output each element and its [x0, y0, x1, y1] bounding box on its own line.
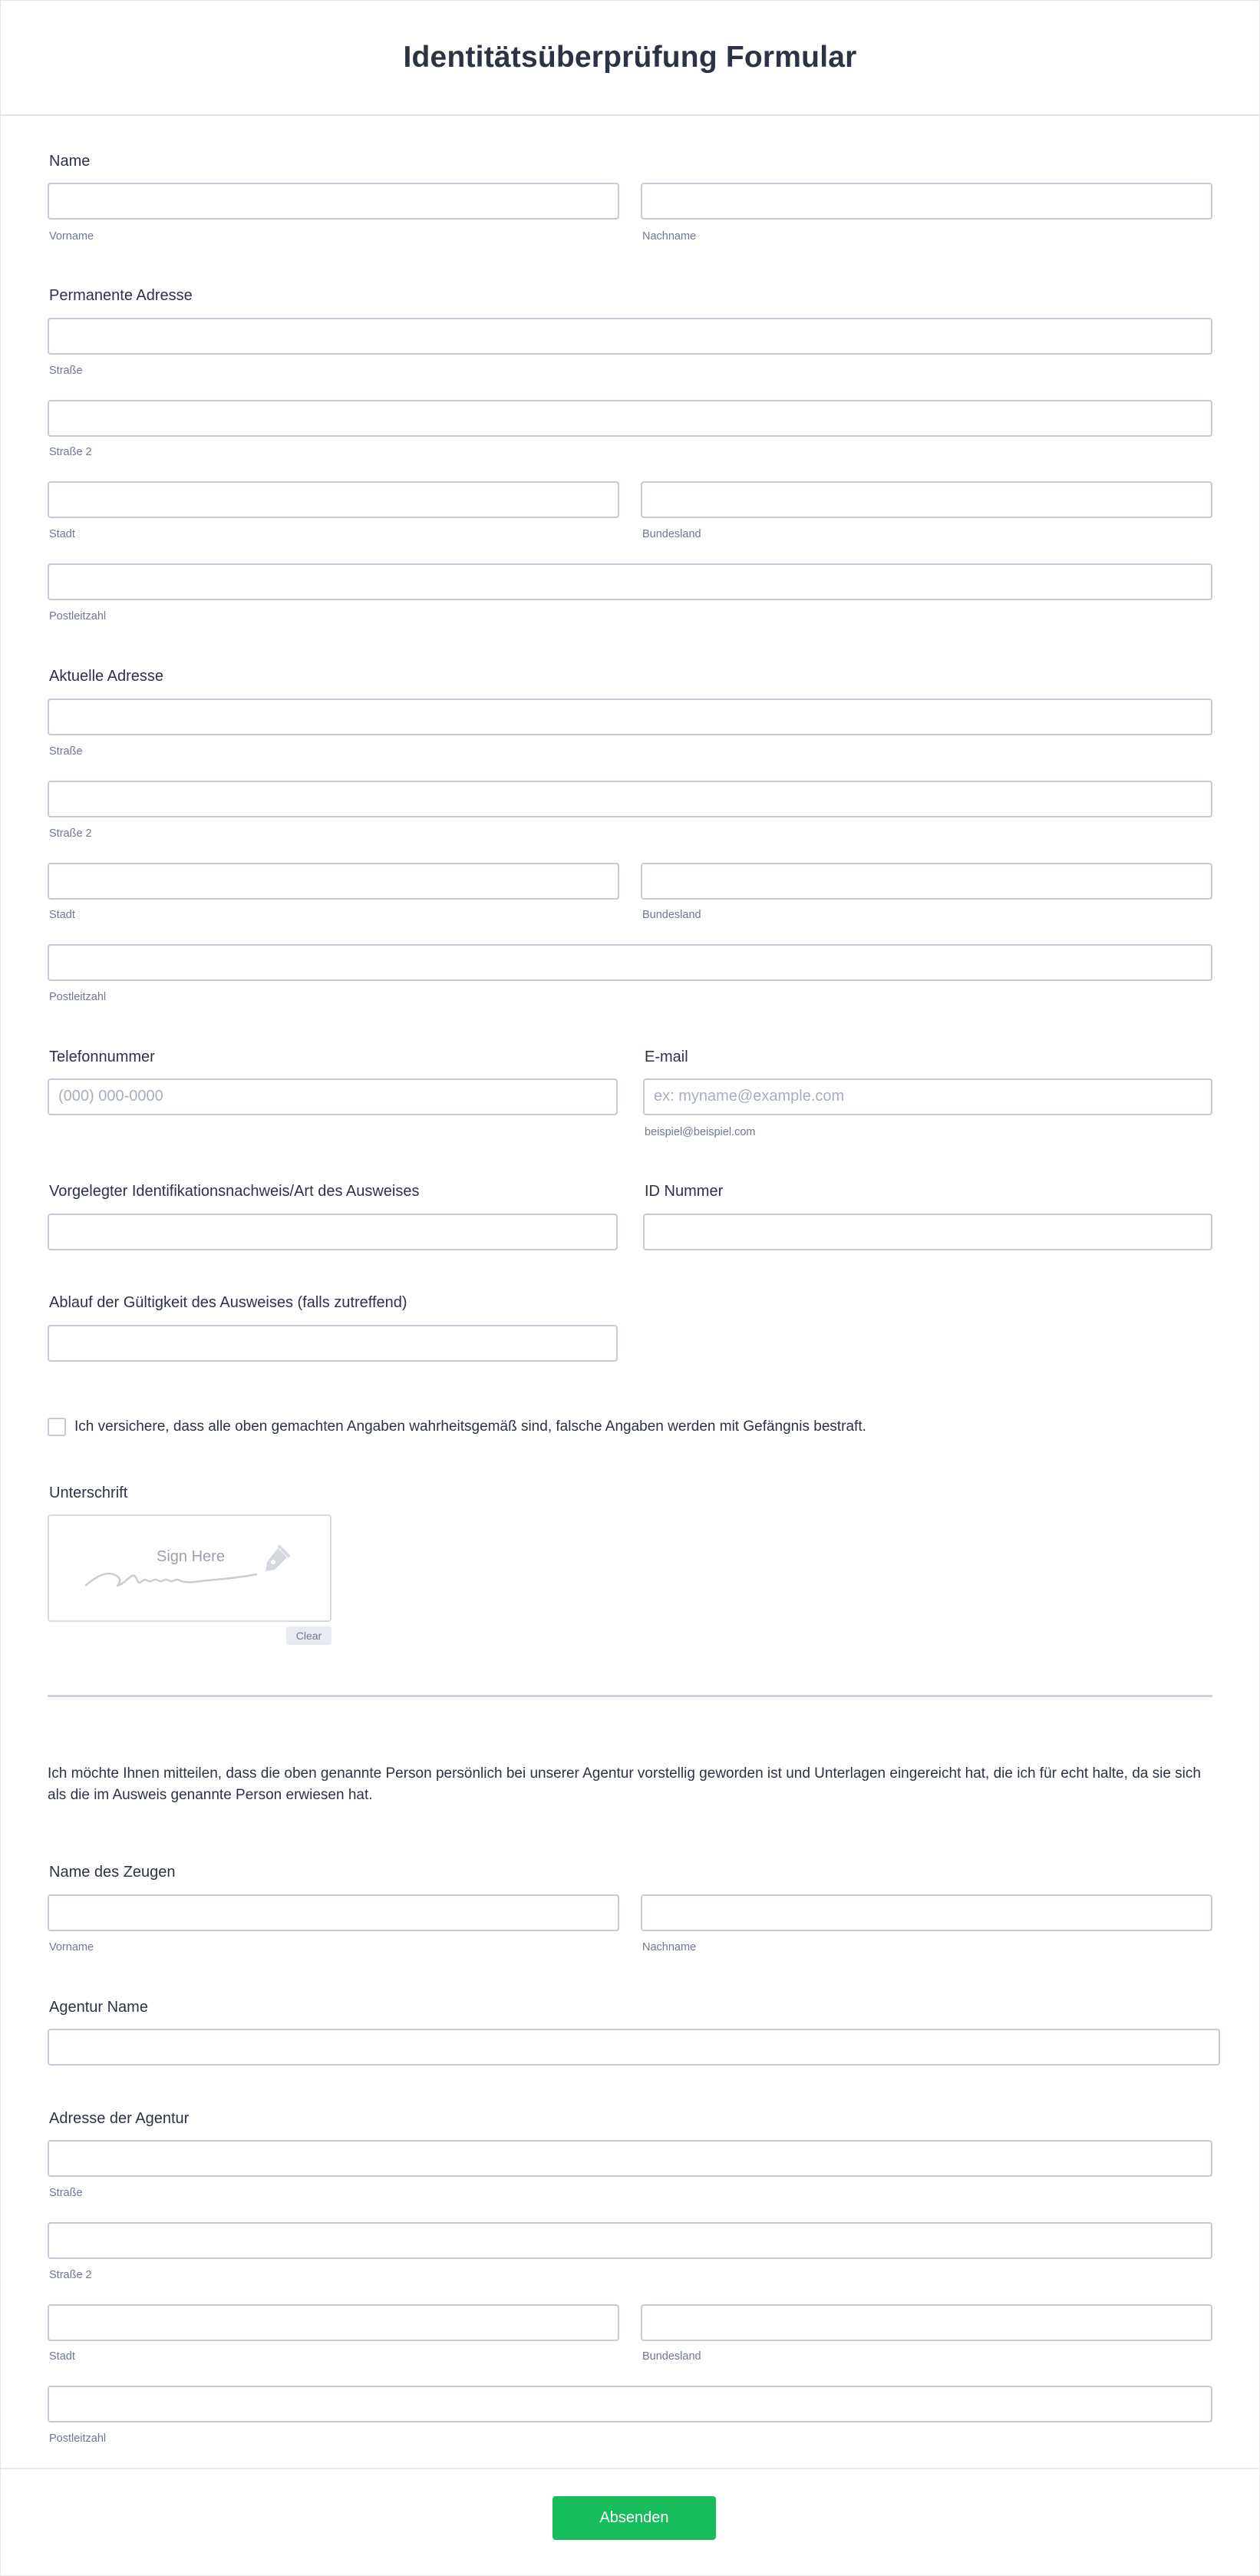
permanent-street-sublabel: Straße — [49, 365, 83, 377]
id-type-input[interactable] — [48, 1214, 618, 1250]
current-zip-input[interactable] — [48, 944, 1212, 981]
name-label: Name — [49, 153, 91, 170]
agency-city-input[interactable] — [48, 2304, 619, 2341]
signature-hint: Sign Here — [157, 1548, 225, 1565]
current-address-label: Aktuelle Adresse — [49, 668, 163, 685]
permanent-city-sublabel: Stadt — [49, 528, 75, 540]
agency-zip-sublabel: Postleitzahl — [49, 2432, 107, 2445]
last-name-input[interactable] — [641, 183, 1212, 220]
declaration-text: Ich versichere, dass alle oben gemachten Angaben wahrheitsgemäß sind, falsche Angaben werden mit Gefängnis bestraft. — [74, 1418, 866, 1435]
email-input[interactable] — [643, 1078, 1212, 1115]
phone-label: Telefonnummer — [49, 1049, 155, 1065]
current-street2-sublabel: Straße 2 — [49, 827, 92, 840]
permanent-street-input[interactable] — [48, 318, 1212, 355]
witness-last-name-sublabel: Nachname — [642, 1941, 697, 1953]
phone-input[interactable] — [48, 1078, 618, 1115]
agency-address-label: Adresse der Agentur — [49, 2110, 190, 2127]
current-state-input[interactable] — [641, 863, 1212, 900]
witness-last-name-input[interactable] — [641, 1894, 1212, 1931]
email-placeholder: ex: myname@example.com — [654, 1088, 845, 1105]
agency-street2-sublabel: Straße 2 — [49, 2269, 92, 2281]
id-type-label: Vorgelegter Identifikationsnachweis/Art des Ausweises — [49, 1183, 420, 1200]
current-state-sublabel: Bundesland — [642, 909, 701, 921]
form-title: Identitätsüberprüfung Formular — [403, 40, 857, 74]
email-label: E-mail — [645, 1049, 688, 1065]
permanent-zip-input[interactable] — [48, 563, 1212, 600]
agency-city-sublabel: Stadt — [49, 2350, 75, 2363]
permanent-state-sublabel: Bundesland — [642, 528, 701, 540]
agency-name-input[interactable] — [48, 2029, 1220, 2066]
id-number-label: ID Nummer — [645, 1183, 724, 1200]
agency-zip-input[interactable] — [48, 2386, 1212, 2422]
permanent-street2-sublabel: Straße 2 — [49, 446, 92, 458]
agency-street-input[interactable] — [48, 2140, 1212, 2177]
first-name-input[interactable] — [48, 183, 619, 220]
signature-clear-button[interactable]: Clear — [286, 1627, 331, 1645]
current-city-input[interactable] — [48, 863, 619, 900]
first-name-sublabel: Vorname — [49, 230, 94, 243]
agency-street2-input[interactable] — [48, 2222, 1212, 2259]
declaration-checkbox[interactable] — [48, 1418, 66, 1436]
pen-icon — [258, 1544, 292, 1577]
witness-first-name-sublabel: Vorname — [49, 1941, 94, 1953]
submit-button[interactable]: Absenden — [552, 2496, 716, 2540]
current-city-sublabel: Stadt — [49, 909, 75, 921]
current-street2-input[interactable] — [48, 781, 1212, 817]
signature-pad[interactable] — [48, 1514, 331, 1622]
id-number-input[interactable] — [643, 1214, 1212, 1250]
agency-street-sublabel: Straße — [49, 2187, 83, 2199]
section-divider — [48, 1695, 1212, 1697]
email-sublabel: beispiel@beispiel.com — [645, 1126, 756, 1138]
permanent-street2-input[interactable] — [48, 400, 1212, 437]
agency-state-input[interactable] — [641, 2304, 1212, 2341]
last-name-sublabel: Nachname — [642, 230, 697, 243]
permanent-city-input[interactable] — [48, 481, 619, 518]
id-expiry-label: Ablauf der Gültigkeit des Ausweises (falls zutreffend) — [49, 1294, 407, 1311]
current-zip-sublabel: Postleitzahl — [49, 991, 107, 1003]
phone-placeholder: (000) 000-0000 — [58, 1088, 163, 1105]
agency-name-label: Agentur Name — [49, 1999, 148, 2016]
agency-state-sublabel: Bundesland — [642, 2350, 701, 2363]
witness-first-name-input[interactable] — [48, 1894, 619, 1931]
permanent-address-label: Permanente Adresse — [49, 287, 193, 304]
form-header — [0, 0, 1260, 116]
permanent-state-input[interactable] — [641, 481, 1212, 518]
id-expiry-input[interactable] — [48, 1325, 618, 1362]
permanent-zip-sublabel: Postleitzahl — [49, 610, 107, 623]
signature-label: Unterschrift — [49, 1485, 128, 1501]
current-street-sublabel: Straße — [49, 745, 83, 758]
statement-text: Ich möchte Ihnen mitteilen, dass die oben genannte Person persönlich bei unserer Agentur vorstellig geworden ist und Unterlagen eingereicht hat, die ich für echt halte, da sie sich als die im Ausweis genannte Person erwiesen hat. — [48, 1765, 1201, 1803]
witness-name-label: Name des Zeugen — [49, 1864, 176, 1881]
current-street-input[interactable] — [48, 698, 1212, 735]
